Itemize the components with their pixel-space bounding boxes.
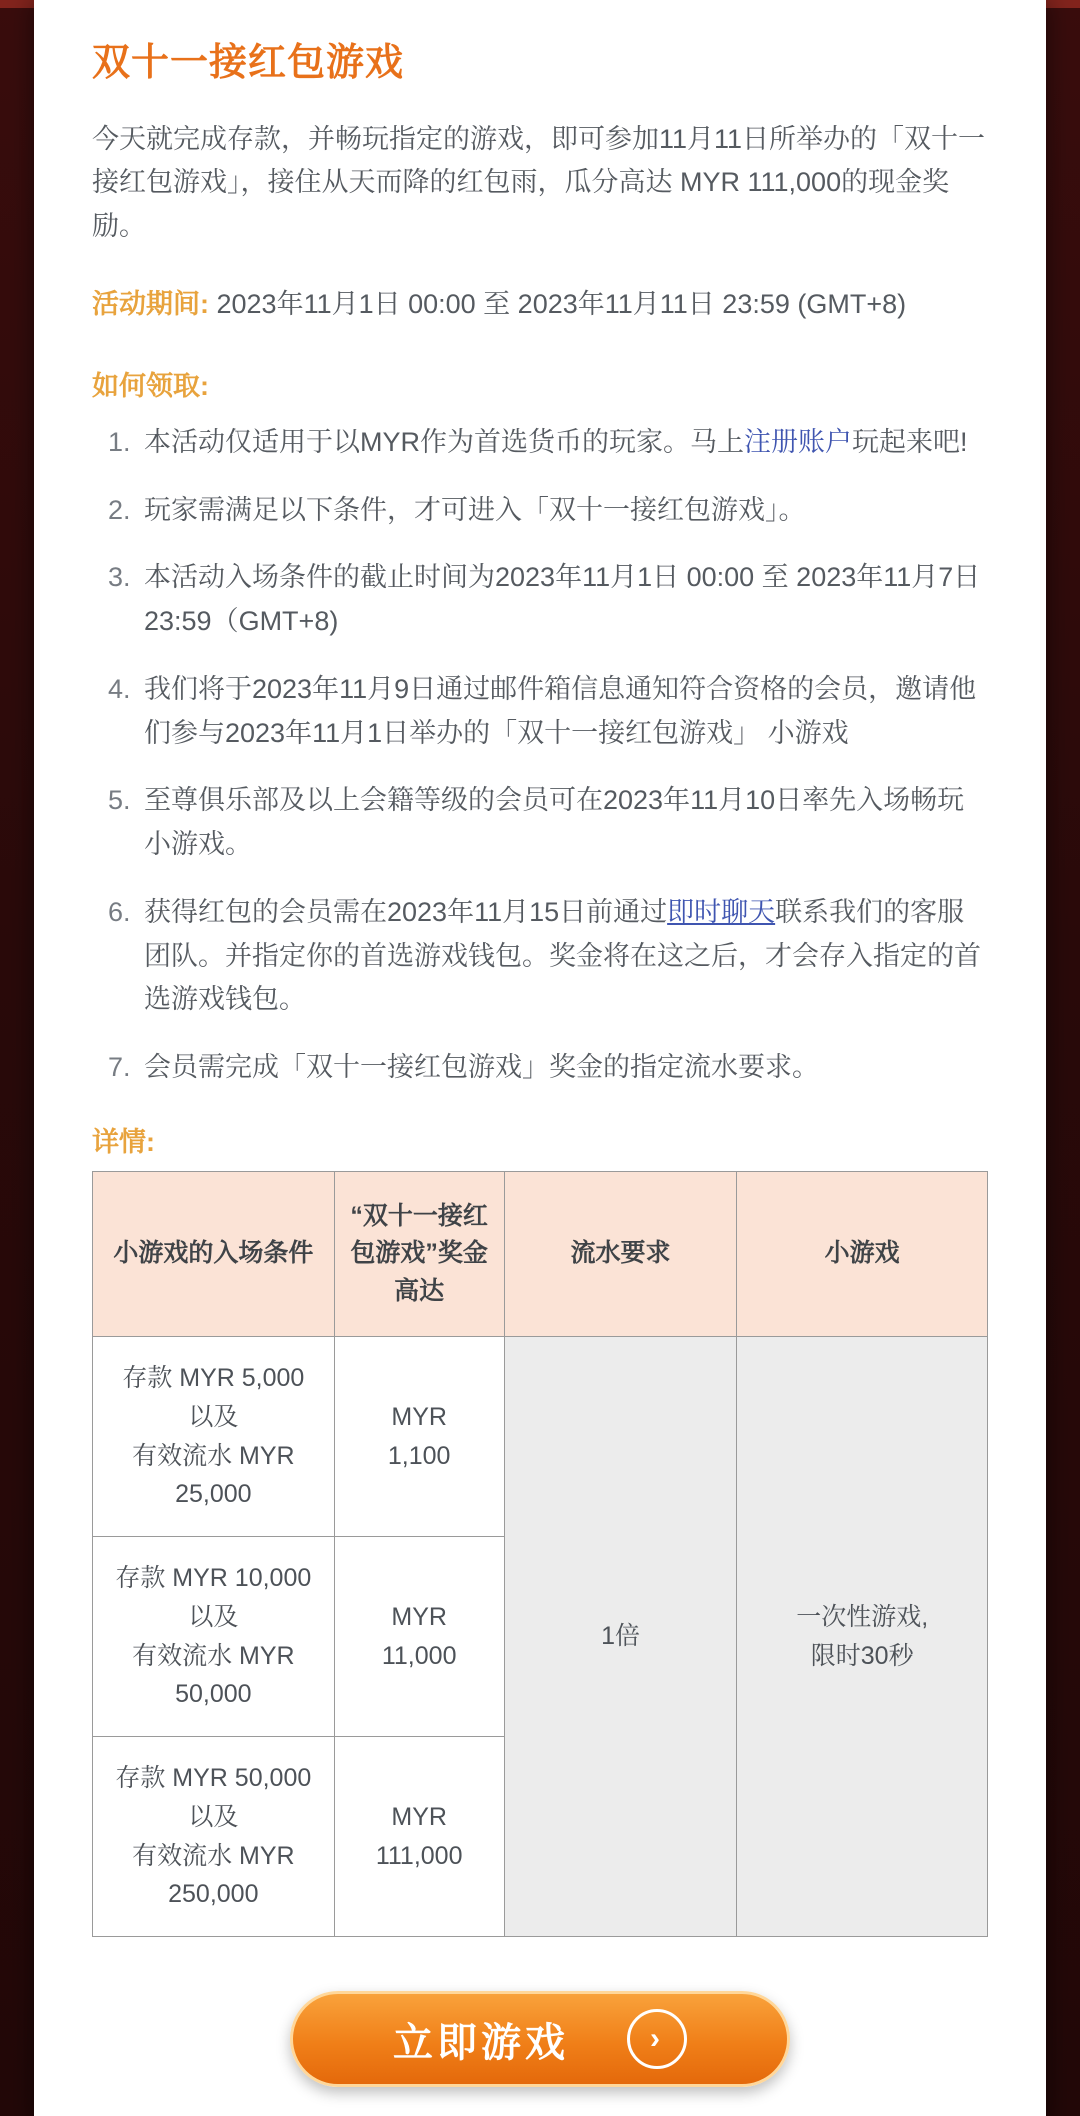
cell-condition: 存款 MYR 10,000 以及 有效流水 MYR 50,000: [93, 1537, 335, 1737]
cell-prize: MYR 111,000: [334, 1737, 504, 1937]
cell-prize: MYR 11,000: [334, 1537, 504, 1737]
table-header-game: 小游戏: [737, 1171, 988, 1337]
list-item: [138, 1046, 988, 1090]
rule-text-pre: 本活动仅适用于以MYR作为首选货币的玩家。马上: [144, 426, 744, 457]
rule-text-pre: 玩家需满足以下条件，才可进入「双十一接红包游戏」。: [144, 494, 806, 525]
cell-turnover: 1倍: [504, 1337, 737, 1937]
list-item: [138, 891, 988, 1022]
activity-period-label: 活动期间:: [92, 288, 209, 319]
list-item: [138, 668, 988, 755]
howto-label: 如何领取:: [92, 370, 209, 401]
register-account-link[interactable]: 注册账户: [744, 426, 852, 457]
rule-text-post: 玩起来吧!: [852, 426, 968, 457]
table-header-turnover: 流水要求: [504, 1171, 737, 1337]
cell-condition: 存款 MYR 5,000 以及 有效流水 MYR 25,000: [93, 1337, 335, 1537]
page-title: 双十一接红包游戏: [92, 42, 405, 84]
table-header-prize: “双十一接红包游戏”奖金高达: [334, 1171, 504, 1337]
list-item: [138, 779, 988, 866]
intro-paragraph: 今天就完成存款，并畅玩指定的游戏，即可参加11月11日所举办的「双十一接红包游戏」，接住从天而降的红包雨，瓜分高达 MYR 111,000的现金奖励。: [92, 123, 986, 241]
play-now-button[interactable]: [290, 1991, 790, 2087]
cta-container: [64, 1991, 1016, 2087]
promo-card: [34, 0, 1046, 2116]
rule-text-post: 联系我们的客服团队。并指定你的首选游戏钱包。奖金将在这之后，才会存入指定的首选游戏钱包。: [144, 896, 981, 1015]
list-item: [138, 421, 988, 465]
rule-text-pre: 我们将于2023年11月9日通过邮件箱信息通知符合资格的会员，邀请他们参与2023年11月1日举办的「双十一接红包游戏」 小游戏: [144, 673, 977, 748]
play-now-label: 立即游戏: [393, 2020, 569, 2065]
rule-text-pre: 本活动入场条件的截止时间为2023年11月1日 00:00 至 2023年11月7日 23:59（GMT+8): [144, 562, 981, 637]
activity-period-value: 2023年11月1日 00:00 至 2023年11月11日 23:59 (GMT+8): [209, 288, 907, 319]
table-header-condition: 小游戏的入场条件: [93, 1171, 335, 1337]
chevron-right-icon: ›: [627, 2009, 687, 2069]
cell-prize: MYR 1,100: [334, 1337, 504, 1537]
rule-text-pre: 会员需完成「双十一接红包游戏」奖金的指定流水要求。: [144, 1051, 819, 1082]
activity-period: [92, 283, 988, 326]
list-item: [138, 489, 988, 533]
rules-list: [92, 421, 988, 1090]
cell-condition: 存款 MYR 50,000 以及 有效流水 MYR 250,000: [93, 1737, 335, 1937]
table-header-row: [93, 1171, 988, 1337]
table-row: [93, 1337, 988, 1537]
rule-text-pre: 获得红包的会员需在2023年11月15日前通过: [144, 896, 668, 927]
detail-table: [92, 1171, 988, 1938]
live-chat-link[interactable]: 即时聊天: [667, 896, 776, 927]
details-label: 详情:: [92, 1126, 155, 1157]
rule-text-pre: 至尊俱乐部及以上会籍等级的会员可在2023年11月10日率先入场畅玩小游戏。: [144, 785, 965, 860]
list-item: [138, 556, 988, 643]
cell-game: 一次性游戏, 限时30秒: [737, 1337, 988, 1937]
